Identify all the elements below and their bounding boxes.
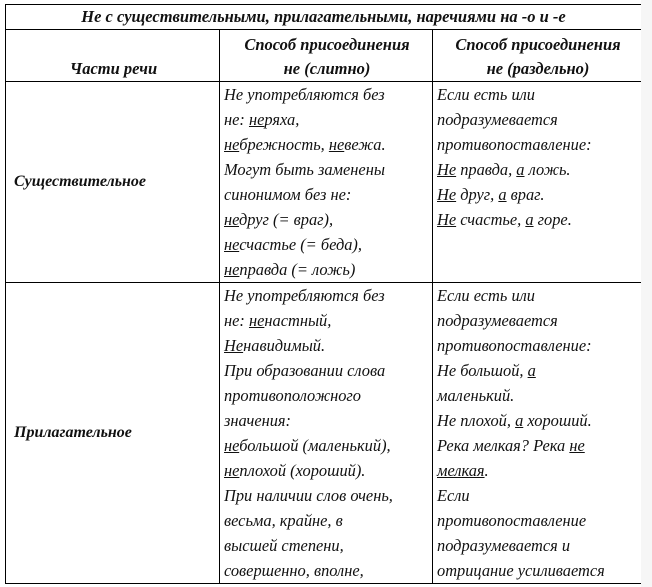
header-row: [6, 30, 642, 82]
rule-line: подразумевается: [437, 110, 558, 129]
rule-line: мелкая.: [437, 461, 489, 480]
rule-line: противопоставление: [437, 511, 587, 530]
rule-line: значения:: [224, 411, 292, 430]
rules-table: [5, 4, 642, 584]
header-joint-line2: не (слитно): [283, 59, 371, 78]
rule-line: недруг (= враг),: [224, 210, 334, 229]
rule-line: Если есть или: [437, 286, 535, 305]
underlined-fragment: а: [527, 361, 536, 380]
header-part-of-speech: [6, 30, 220, 82]
page-edge: [641, 0, 652, 587]
table-row: [6, 82, 642, 283]
rule-line: не: ненастный,: [224, 311, 332, 330]
rule-line: подразумевается и: [437, 536, 571, 555]
header-joint-line1: Способ присоединения: [244, 35, 410, 54]
underlined-fragment: не: [248, 311, 265, 330]
row-adjective-separate: [433, 283, 642, 584]
row-adjective-joint: [220, 283, 433, 584]
underlined-fragment: а: [515, 411, 524, 430]
rule-line: неплохой (хороший).: [224, 461, 366, 480]
rule-line: Не плохой, а хороший.: [437, 411, 592, 430]
underlined-fragment: а: [498, 185, 507, 204]
underlined-fragment: не: [224, 235, 240, 254]
rule-line: Не друг, а враг.: [437, 185, 545, 204]
rule-line: небрежность, невежа.: [224, 135, 386, 154]
underlined-fragment: не: [224, 260, 240, 279]
rule-line: противоположного: [224, 386, 361, 405]
rule-line: Могут быть заменены: [224, 160, 385, 179]
header-joint: [220, 30, 433, 82]
underlined-fragment: не: [328, 135, 345, 154]
table-row: [6, 283, 642, 584]
underlined-fragment: не: [569, 436, 585, 455]
rule-line: При наличии слов очень,: [224, 486, 393, 505]
rule-line: Река мелкая? Река не: [437, 436, 585, 455]
row-noun-part: Существительное: [6, 82, 220, 283]
underlined-fragment: Не: [437, 210, 457, 229]
title-row: [6, 5, 642, 30]
rule-line: небольшой (маленький),: [224, 436, 391, 455]
underlined-fragment: не: [224, 210, 239, 229]
rule-line: противопоставление:: [437, 135, 592, 154]
rule-line: неправда (= ложь): [224, 260, 356, 279]
row-noun-joint: [220, 82, 433, 283]
underlined-fragment: не: [224, 461, 240, 480]
header-part-of-speech-label: Части речи: [69, 59, 158, 78]
rule-line: Не правда, а ложь.: [437, 160, 571, 179]
row-adjective-part: Прилагательное: [6, 283, 220, 584]
rule-line: высшей степени,: [224, 536, 344, 555]
underlined-fragment: а: [525, 210, 534, 229]
rule-line: несчастье (= беда),: [224, 235, 362, 254]
rule-line: Не употребляются без: [224, 286, 385, 305]
underlined-fragment: Не: [437, 185, 457, 204]
rule-line: Не употребляются без: [224, 85, 385, 104]
rule-line: весьма, крайне, в: [224, 511, 343, 530]
header-separate: [433, 30, 642, 82]
underlined-fragment: Не: [437, 160, 457, 179]
rule-line: противопоставление:: [437, 336, 592, 355]
rule-line: отрицание усиливается: [437, 561, 605, 580]
rule-line: синонимом без не:: [224, 185, 352, 204]
underlined-fragment: не: [248, 110, 265, 129]
underlined-fragment: не: [224, 135, 240, 154]
underlined-fragment: а: [516, 160, 525, 179]
header-separate-line1: Способ присоединения: [455, 35, 621, 54]
table-title: Не с существительными, прилагательными, наречиями на -о и -е: [6, 5, 642, 30]
rule-line: Если есть или: [437, 85, 535, 104]
underlined-fragment: Не: [224, 336, 244, 355]
rule-line: маленький.: [437, 386, 515, 405]
rule-line: Ненавидимый.: [224, 336, 326, 355]
rule-line: Если: [437, 486, 470, 505]
underlined-fragment: мелкая: [437, 461, 485, 480]
rule-line: Не счастье, а горе.: [437, 210, 572, 229]
rule-line: При образовании слова: [224, 361, 386, 380]
rule-line: совершенно, вполне,: [224, 561, 364, 580]
rule-line: Не большой, а: [437, 361, 536, 380]
rule-line: не: неряха,: [224, 110, 300, 129]
row-noun-separate: [433, 82, 642, 283]
underlined-fragment: не: [224, 436, 240, 455]
rule-line: подразумевается: [437, 311, 558, 330]
header-separate-line2: не (раздельно): [486, 59, 590, 78]
